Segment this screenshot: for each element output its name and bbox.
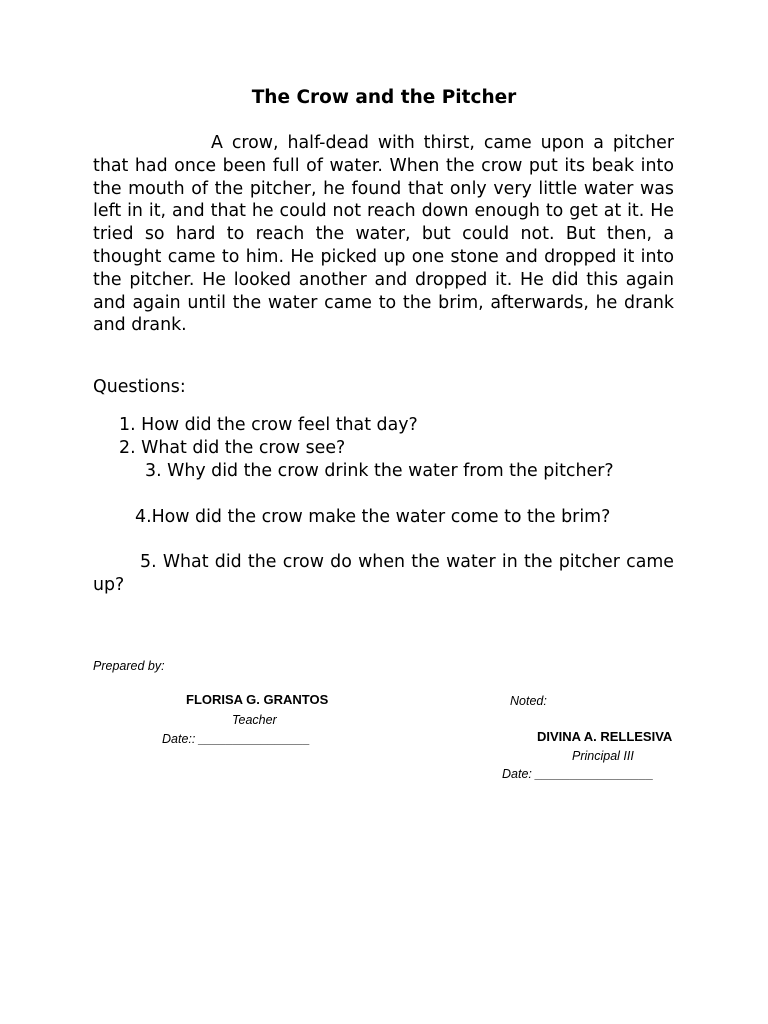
- document-title: The Crow and the Pitcher: [251, 87, 517, 108]
- preparer-role: Teacher: [232, 713, 277, 727]
- preparer-name: FLORISA G. GRANTOS: [186, 692, 329, 707]
- question-item: 1. How did the crow feel that day?: [119, 415, 418, 435]
- noter-date-line: Date: _________________: [502, 767, 654, 781]
- question-item: 5. What did the crow do when the water in the pitcher came up?: [93, 552, 674, 595]
- prepared-by-label: Prepared by:: [93, 659, 165, 673]
- question-item: 2. What did the crow see?: [119, 438, 346, 458]
- questions-heading: Questions:: [93, 377, 186, 397]
- question-item: 4.How did the crow make the water come to the brim?: [135, 507, 611, 527]
- noter-role: Principal III: [572, 749, 634, 763]
- preparer-date-line: Date:: ________________: [162, 732, 311, 746]
- story-paragraph: A crow, half-dead with thirst, came upon a pitcher that had once been full of water. When the crow put its beak into the mouth of the pitcher, he found that only very little water was left in it, and that he could not reach down enough to get at it. He tried so hard to reach the water, but could not. But then, a thought came to him. He picked up one stone and dropped it into the pitcher. He looked another and dropped it. He did this again and again until the water came to the brim, afterwards, he drank and drank.: [93, 133, 674, 336]
- noted-label: Noted:: [510, 694, 547, 708]
- question-item: 3. Why did the crow drink the water from the pitcher?: [145, 461, 614, 481]
- noter-name: DIVINA A. RELLESIVA: [537, 729, 673, 744]
